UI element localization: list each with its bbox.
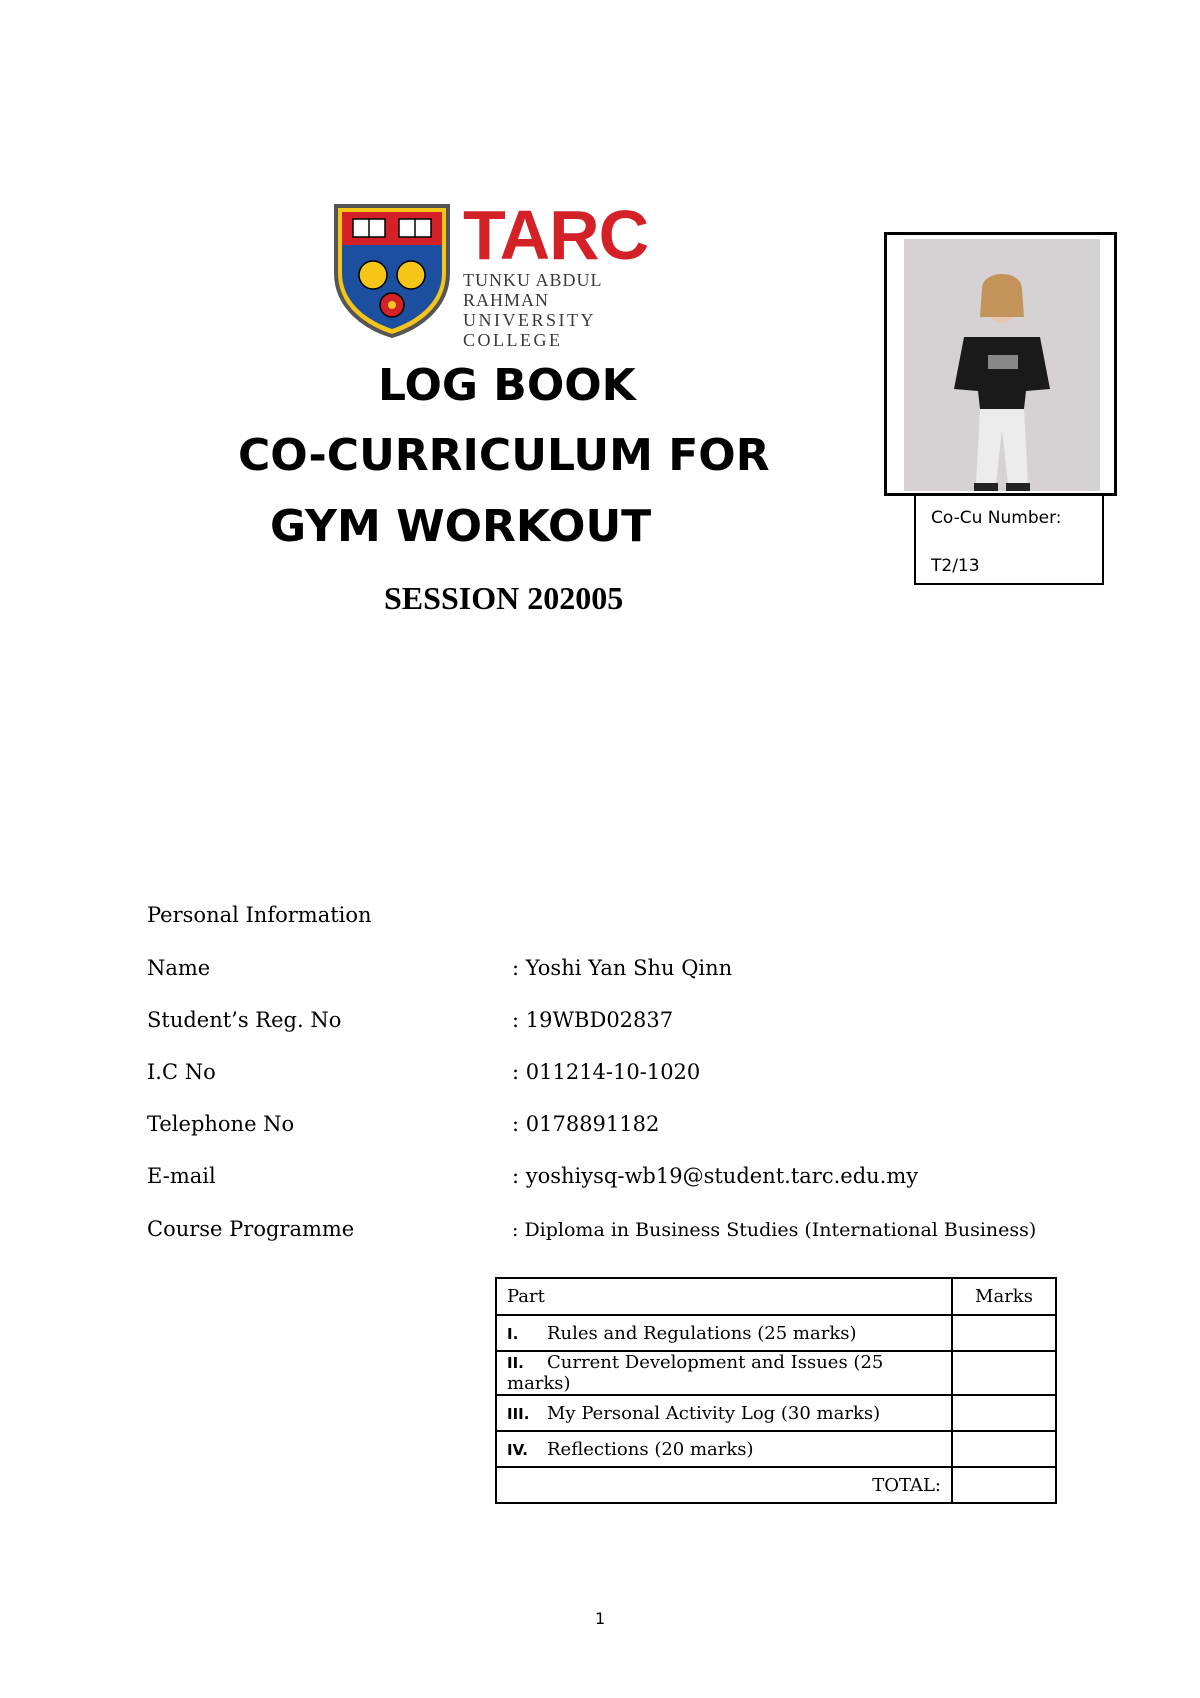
part-number: III. [507,1404,530,1423]
title-line-1: LOG BOOK [378,360,636,411]
header-marks: Marks [952,1278,1056,1315]
part-label: Current Development and Issues (25 marks) [507,1352,884,1394]
info-label-email: E-mail [147,1164,216,1188]
total-label: TOTAL: [496,1467,952,1503]
info-value-telephone: : 0178891182 [512,1112,660,1136]
brand-line-1: TUNKU ABDUL RAHMAN [463,270,602,310]
info-label-name: Name [147,956,211,980]
marks-cell [952,1315,1056,1351]
cocu-value: T2/13 [931,556,980,576]
personal-info-heading: Personal Information [147,903,372,927]
info-value-reg-no: : 19WBD02837 [512,1008,674,1032]
part-number: II. [507,1354,524,1372]
header-part: Part [496,1278,952,1315]
university-crest-logo [333,203,451,339]
part-cell [496,1315,952,1351]
cocu-number-box [914,494,1104,585]
info-label-ic-no: I.C No [147,1060,216,1084]
tarc-wordmark [463,196,683,350]
part-cell [496,1395,952,1431]
table-row [496,1431,1056,1467]
page-number: 1 [595,1609,606,1628]
total-row [496,1467,1056,1503]
student-photo [904,239,1100,491]
cocu-label: Co-Cu Number: [931,508,1062,528]
marks-cell [952,1395,1056,1431]
marks-cell [952,1351,1056,1395]
info-label-telephone: Telephone No [147,1112,295,1136]
info-value-email: : yoshiysq-wb19@student.tarc.edu.my [512,1164,919,1188]
brand-name: TARC [463,196,649,274]
part-label: My Personal Activity Log (30 marks) [547,1402,881,1424]
brand-line-2: UNIVERSITY COLLEGE [463,310,596,350]
info-value-name: : Yoshi Yan Shu Qinn [512,956,733,980]
table-row [496,1315,1056,1351]
table-row [496,1351,1056,1395]
part-label: Reflections (20 marks) [547,1438,754,1460]
part-cell [496,1351,952,1395]
part-label: Rules and Regulations (25 marks) [547,1322,857,1344]
title-line-2: CO-CURRICULUM FOR [238,430,770,481]
total-value [952,1467,1056,1503]
table-row [496,1395,1056,1431]
info-label-course: Course Programme [147,1217,355,1241]
part-number: IV. [507,1440,528,1459]
marks-cell [952,1431,1056,1467]
student-photo-frame [884,232,1117,496]
info-label-reg-no: Student’s Reg. No [147,1008,342,1032]
title-line-3: GYM WORKOUT [270,501,652,552]
marks-table-header [496,1278,1056,1315]
info-value-ic-no: : 011214-10-1020 [512,1060,701,1084]
part-cell [496,1431,952,1467]
session-label: SESSION 202005 [384,580,624,616]
info-value-course: : Diploma in Business Studies (International Business) [512,1219,1037,1241]
part-number: I. [507,1324,519,1343]
marks-table [495,1277,1057,1504]
